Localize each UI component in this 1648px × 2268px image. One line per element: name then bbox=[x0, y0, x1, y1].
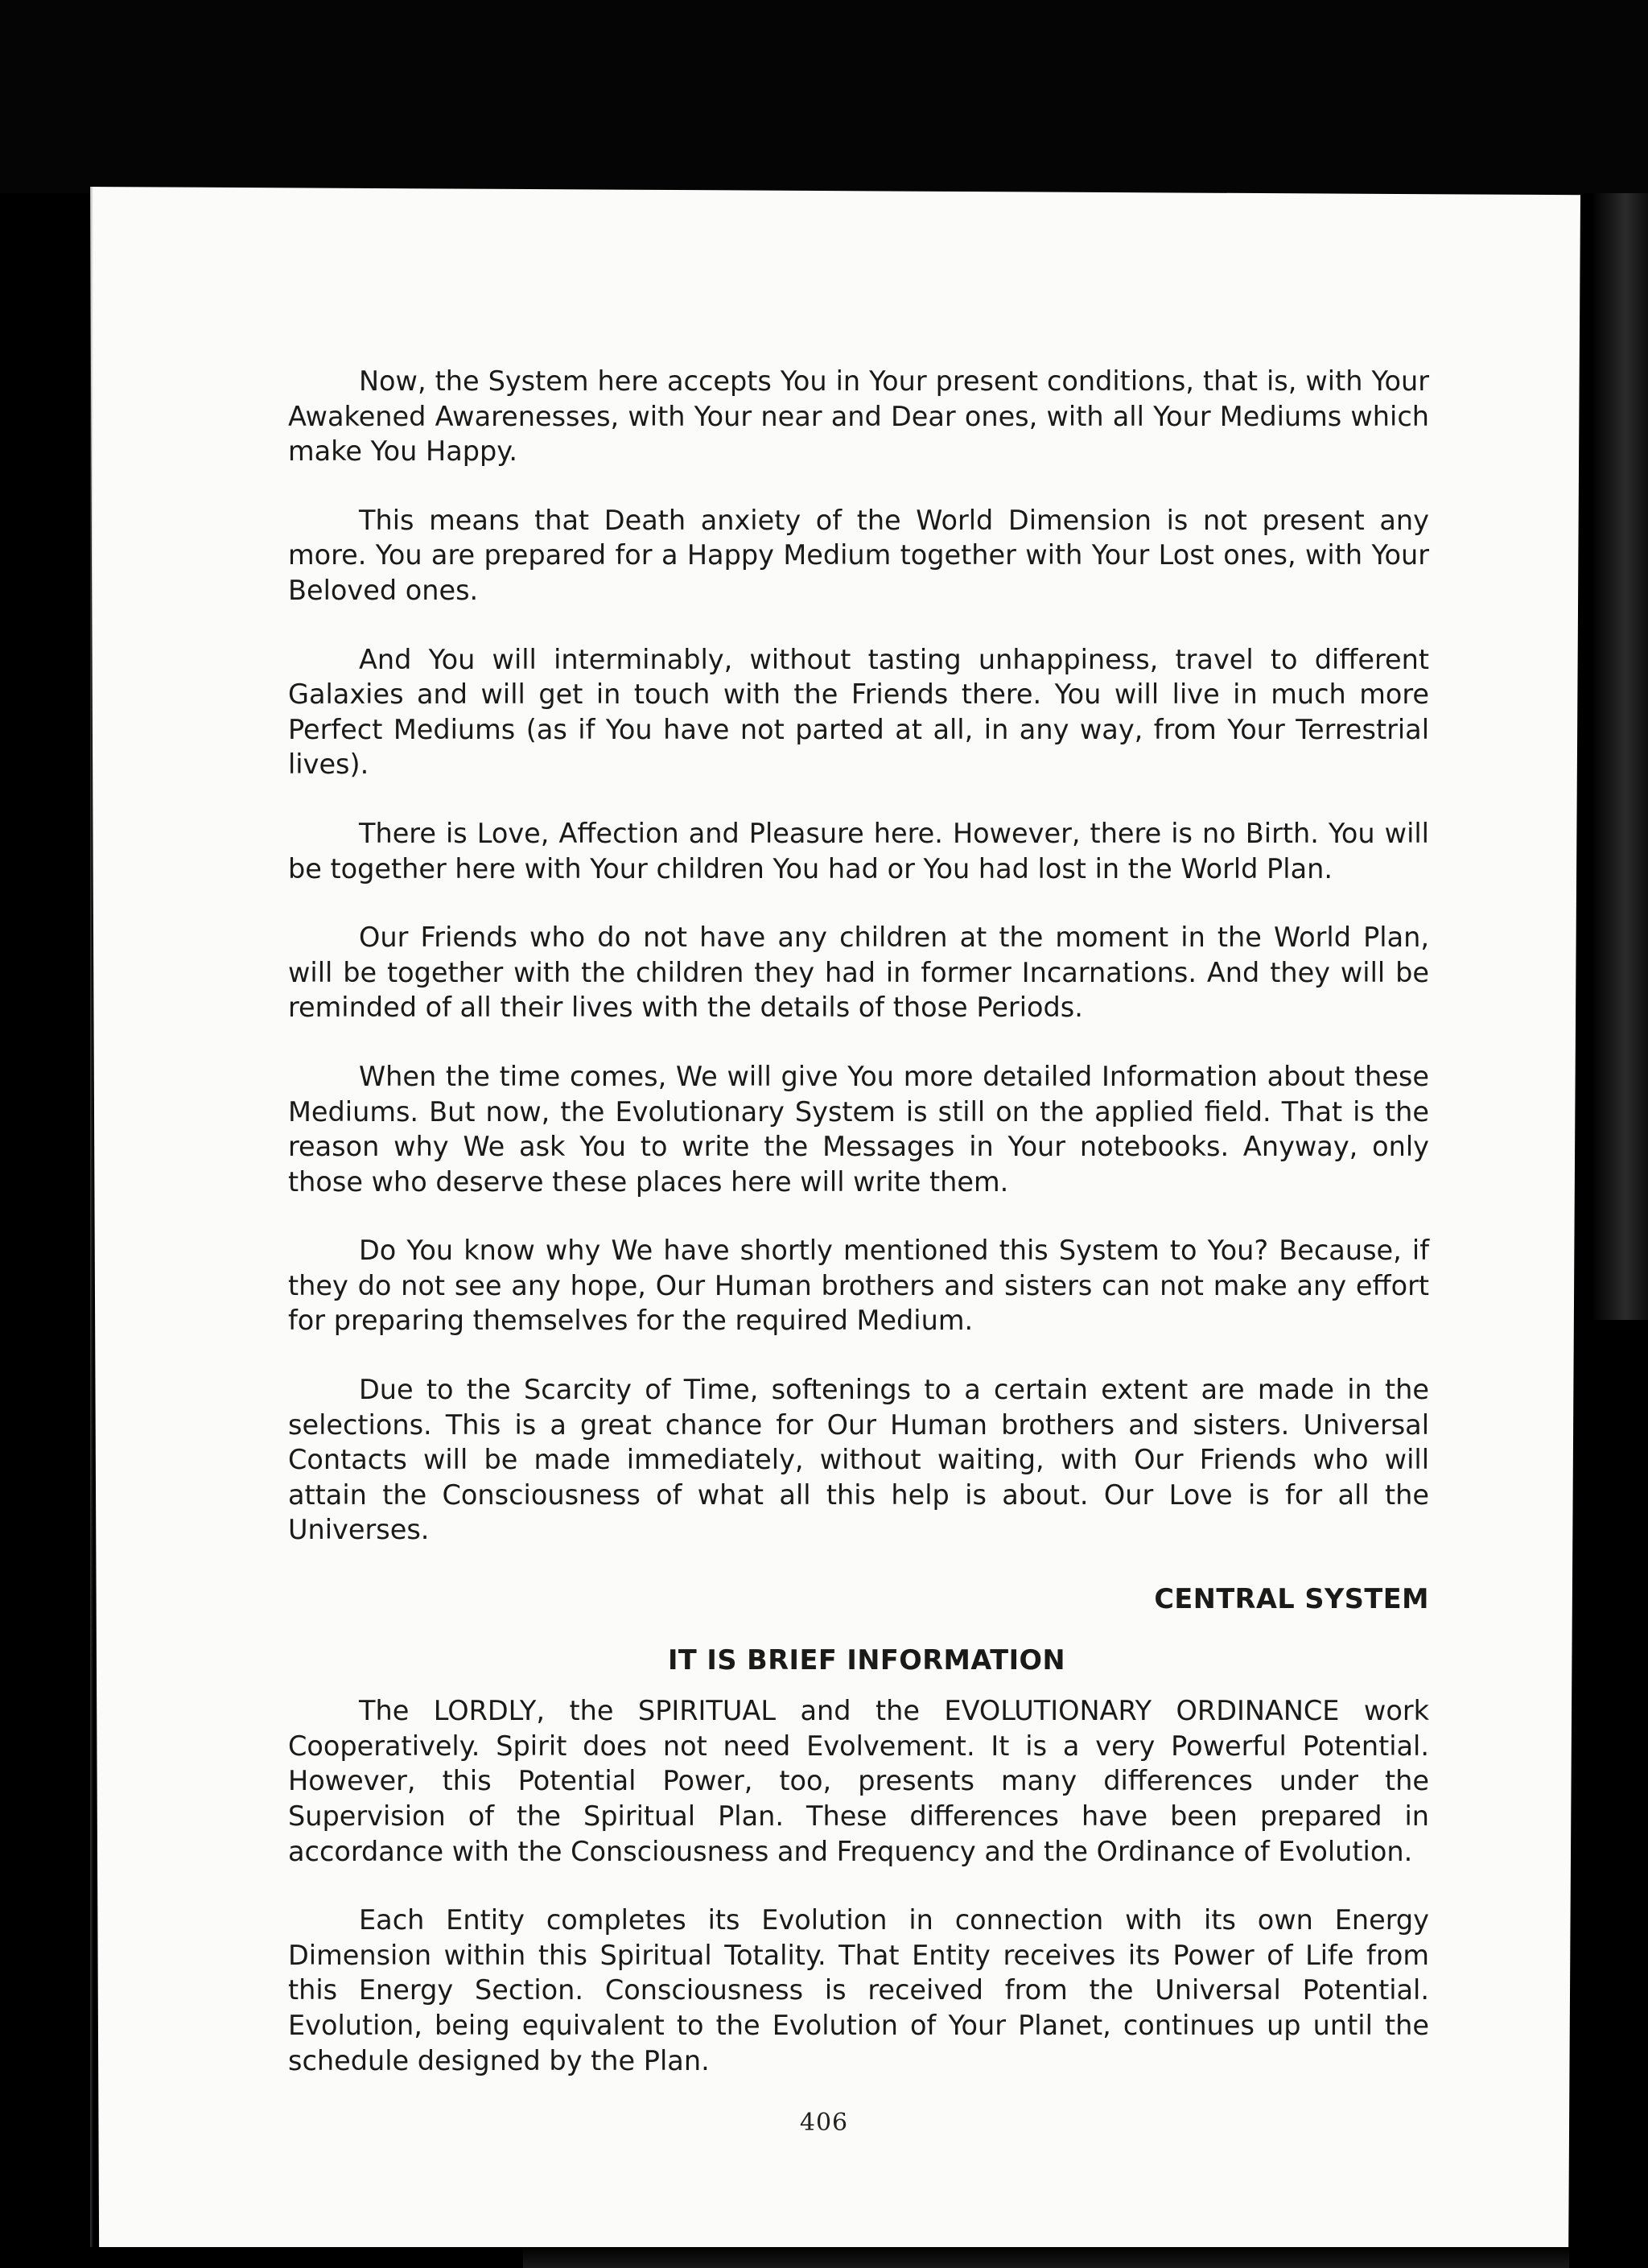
scan-edge-shadow bbox=[1592, 193, 1648, 1320]
paragraph: Our Friends who do not have any children at the moment in the World Plan, will be together with the children they had in former Incarnations. And they will be reminded of all their lives with the details of those Periods. bbox=[288, 922, 1429, 1024]
paragraph: The LORDLY, the SPIRITUAL and the EVOLUTIONARY ORDINANCE work Cooperatively. Spirit does not need Evolvement. It is a very Powerful Potential. However, this Potential Power, too, presents many differences under the Supervision of the Spiritual Plan. These differences have been prepared in accordance with the Consciousness and Frequency and the Ordinance of Evolution. bbox=[288, 1695, 1429, 1867]
paragraph: This means that Death anxiety of the World Dimension is not present any more. You are prepared for a Happy Medium together with Your Lost ones, with Your Beloved ones. bbox=[288, 504, 1429, 606]
section-heading: IT IS BRIEF INFORMATION bbox=[667, 1643, 1066, 1676]
paragraph: When the time comes, We will give You more detailed Information about these Mediums. But now, the Evolutionary System is still on the applied field. That is the reason why We ask You to write the Messages in Your notebooks. Anyway, only those who deserve these places here will write them. bbox=[288, 1060, 1429, 1198]
paragraph: Each Entity completes its Evolution in connection with its own Energy Dimension within this Spiritual Totality. That Entity receives its Power of Life from this Energy Section. Consciousness is received from the Universal Potential. Evolution, being equivalent to the Evolution of Your Planet, continues up until the schedule designed by the Plan. bbox=[288, 1904, 1429, 2076]
paragraph: And You will interminably, without tasting unhappiness, travel to different Galaxies and will get in touch with the Friends there. You will live in much more Perfect Mediums (as if You have not parted at all, in any way, from Your Terrestrial lives). bbox=[288, 643, 1429, 781]
body-text bbox=[288, 364, 1429, 2112]
paragraph: Now, the System here accepts You in Your present conditions, that is, with Your Awakened Awarenesses, with Your near and Dear ones, with all Your Mediums which make You Happy. bbox=[288, 365, 1429, 468]
signature: CENTRAL SYSTEM bbox=[1154, 1583, 1429, 1615]
scan-bottom-shadow bbox=[523, 2247, 1569, 2268]
paragraph: Do You know why We have shortly mentioned this System to You? Because, if they do not see any hope, Our Human brothers and sisters can not make any effort for preparing themselves for the required Medium. bbox=[288, 1235, 1429, 1337]
scan-top-border bbox=[0, 0, 1648, 193]
page-edge bbox=[90, 187, 93, 2247]
paragraph: Due to the Scarcity of Time, softenings to a certain extent are made in the selections. This is a great chance for Our Human brothers and sisters. Universal Contacts will be made immediately, without waiting, with Our Friends who will attain the Consciousness of what all this help is about. Our Love is for all the Universes. bbox=[288, 1374, 1429, 1546]
paragraph: There is Love, Affection and Pleasure here. However, there is no Birth. You will be together here with Your children You had or You had lost in the World Plan. bbox=[288, 817, 1429, 885]
page-number: 406 bbox=[799, 2109, 849, 2137]
